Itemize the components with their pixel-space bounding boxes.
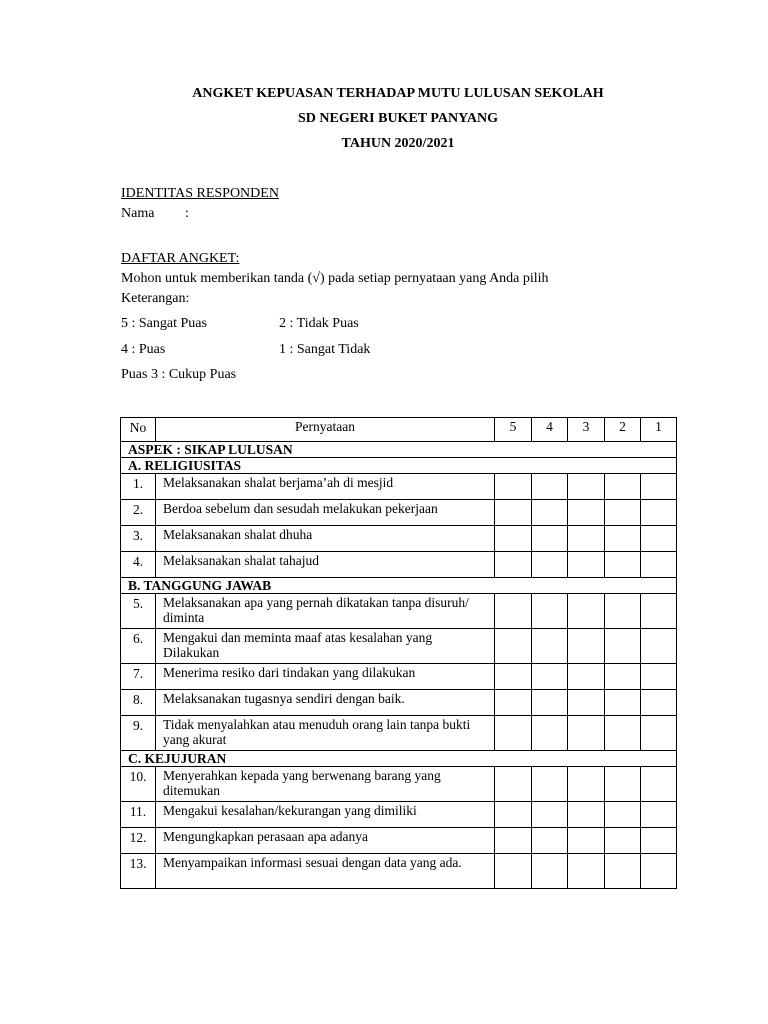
score-cell-4[interactable] — [532, 767, 568, 802]
name-label: Nama — [121, 206, 155, 221]
score-cell-5[interactable] — [495, 526, 532, 552]
score-cell-5[interactable] — [495, 690, 532, 716]
table-row — [121, 594, 677, 629]
questionnaire-heading: DAFTAR ANGKET: — [121, 251, 240, 266]
item-statement: Mengakui kesalahan/kekurangan yang dimiliki — [156, 802, 495, 828]
score-cell-2[interactable] — [605, 664, 641, 690]
item-number: 1. — [121, 474, 156, 500]
score-cell-5[interactable] — [495, 802, 532, 828]
score-cell-2[interactable] — [605, 552, 641, 578]
table-row — [121, 500, 677, 526]
score-cell-1[interactable] — [641, 767, 677, 802]
identity-heading: IDENTITAS RESPONDEN — [121, 186, 279, 201]
score-cell-3[interactable] — [568, 690, 605, 716]
item-statement: Menyerahkan kepada yang berwenang barang yang ditemukan — [156, 767, 495, 802]
item-statement: Berdoa sebelum dan sesudah melakukan pekerjaan — [156, 500, 495, 526]
score-cell-4[interactable] — [532, 526, 568, 552]
aspect-title: ASPEK : SIKAP LULUSAN — [121, 442, 677, 458]
section-row — [121, 458, 677, 474]
scale-1: 1 : Sangat Tidak — [279, 342, 371, 357]
score-cell-1[interactable] — [641, 552, 677, 578]
score-cell-1[interactable] — [641, 828, 677, 854]
item-number: 11. — [121, 802, 156, 828]
score-cell-1[interactable] — [641, 854, 677, 889]
score-cell-3[interactable] — [568, 500, 605, 526]
score-cell-1[interactable] — [641, 500, 677, 526]
score-cell-2[interactable] — [605, 500, 641, 526]
section-row — [121, 578, 677, 594]
title-school: SD NEGERI BUKET PANYANG — [297, 111, 499, 126]
item-number: 10. — [121, 767, 156, 802]
keterangan-label: Keterangan: — [121, 291, 190, 306]
header-score-3: 3 — [568, 418, 605, 442]
header-score-2: 2 — [605, 418, 641, 442]
table-header-row — [121, 418, 677, 442]
item-number: 9. — [121, 716, 156, 751]
score-cell-2[interactable] — [605, 854, 641, 889]
score-cell-5[interactable] — [495, 594, 532, 629]
table-row — [121, 828, 677, 854]
name-colon: : — [185, 206, 189, 221]
table-row — [121, 716, 677, 751]
item-number: 6. — [121, 629, 156, 664]
table-row — [121, 629, 677, 664]
score-cell-1[interactable] — [641, 664, 677, 690]
score-cell-2[interactable] — [605, 594, 641, 629]
header-score-1: 1 — [641, 418, 677, 442]
item-statement: Menerima resiko dari tindakan yang dilakukan — [156, 664, 495, 690]
score-cell-1[interactable] — [641, 690, 677, 716]
score-cell-2[interactable] — [605, 828, 641, 854]
score-cell-5[interactable] — [495, 474, 532, 500]
score-cell-3[interactable] — [568, 828, 605, 854]
item-number: 12. — [121, 828, 156, 854]
table-row — [121, 664, 677, 690]
table-row — [121, 854, 677, 889]
table-row — [121, 474, 677, 500]
score-cell-4[interactable] — [532, 664, 568, 690]
item-number: 13. — [121, 854, 156, 889]
section-title: A. RELIGIUSITAS — [121, 458, 677, 474]
item-statement: Melaksanakan shalat tahajud — [156, 552, 495, 578]
score-cell-4[interactable] — [532, 594, 568, 629]
scale-3: Puas 3 : Cukup Puas — [121, 367, 237, 382]
score-cell-3[interactable] — [568, 716, 605, 751]
score-cell-3[interactable] — [568, 767, 605, 802]
table-row — [121, 690, 677, 716]
instruction-text: Mohon untuk memberikan tanda (√) pada setiap pernyataan yang Anda pilih — [121, 271, 549, 286]
item-number: 5. — [121, 594, 156, 629]
section-row — [121, 751, 677, 767]
score-cell-4[interactable] — [532, 802, 568, 828]
score-cell-5[interactable] — [495, 767, 532, 802]
table-row — [121, 767, 677, 802]
score-cell-3[interactable] — [568, 474, 605, 500]
score-cell-5[interactable] — [495, 629, 532, 664]
score-cell-1[interactable] — [641, 802, 677, 828]
score-cell-1[interactable] — [641, 594, 677, 629]
score-cell-1[interactable] — [641, 716, 677, 751]
aspect-row — [121, 442, 677, 458]
score-cell-2[interactable] — [605, 767, 641, 802]
item-statement: Menyampaikan informasi sesuai dengan data yang ada. — [156, 854, 495, 889]
score-cell-5[interactable] — [495, 552, 532, 578]
score-cell-3[interactable] — [568, 802, 605, 828]
score-cell-2[interactable] — [605, 629, 641, 664]
score-cell-3[interactable] — [568, 526, 605, 552]
score-cell-5[interactable] — [495, 828, 532, 854]
header-no: No — [121, 418, 156, 442]
item-statement: Mengakui dan meminta maaf atas kesalahan yang Dilakukan — [156, 629, 495, 664]
score-cell-1[interactable] — [641, 526, 677, 552]
score-cell-4[interactable] — [532, 854, 568, 889]
score-cell-5[interactable] — [495, 664, 532, 690]
item-statement: Melaksanakan shalat berjama’ah di mesjid — [156, 474, 495, 500]
scale-4: 4 : Puas — [121, 342, 166, 357]
questionnaire-table — [120, 417, 677, 889]
item-number: 4. — [121, 552, 156, 578]
score-cell-1[interactable] — [641, 474, 677, 500]
item-statement: Mengungkapkan perasaan apa adanya — [156, 828, 495, 854]
item-number: 2. — [121, 500, 156, 526]
score-cell-2[interactable] — [605, 690, 641, 716]
table-row — [121, 552, 677, 578]
score-cell-1[interactable] — [641, 629, 677, 664]
item-number: 7. — [121, 664, 156, 690]
score-cell-4[interactable] — [532, 629, 568, 664]
scale-2: 2 : Tidak Puas — [279, 316, 359, 331]
item-statement: Melaksanakan shalat dhuha — [156, 526, 495, 552]
title-main: ANGKET KEPUASAN TERHADAP MUTU LULUSAN SEKOLAH — [192, 86, 604, 101]
section-title: C. KEJUJURAN — [121, 751, 677, 767]
item-statement: Tidak menyalahkan atau menuduh orang lain tanpa bukti yang akurat — [156, 716, 495, 751]
score-cell-5[interactable] — [495, 716, 532, 751]
score-cell-2[interactable] — [605, 474, 641, 500]
header-statement: Pernyataan — [156, 418, 495, 442]
item-statement: Melaksanakan tugasnya sendiri dengan baik. — [156, 690, 495, 716]
header-score-5: 5 — [495, 418, 532, 442]
score-cell-3[interactable] — [568, 594, 605, 629]
header-score-4: 4 — [532, 418, 568, 442]
score-cell-5[interactable] — [495, 854, 532, 889]
score-cell-3[interactable] — [568, 552, 605, 578]
scale-5: 5 : Sangat Puas — [121, 316, 207, 331]
table-row — [121, 526, 677, 552]
score-cell-2[interactable] — [605, 526, 641, 552]
item-number: 8. — [121, 690, 156, 716]
score-cell-4[interactable] — [532, 500, 568, 526]
score-cell-2[interactable] — [605, 802, 641, 828]
title-year: TAHUN 2020/2021 — [341, 136, 455, 151]
score-cell-4[interactable] — [532, 716, 568, 751]
score-cell-3[interactable] — [568, 629, 605, 664]
score-cell-4[interactable] — [532, 552, 568, 578]
score-cell-3[interactable] — [568, 664, 605, 690]
score-cell-4[interactable] — [532, 474, 568, 500]
item-number: 3. — [121, 526, 156, 552]
score-cell-4[interactable] — [532, 828, 568, 854]
score-cell-2[interactable] — [605, 716, 641, 751]
score-cell-4[interactable] — [532, 690, 568, 716]
score-cell-3[interactable] — [568, 854, 605, 889]
table-row — [121, 802, 677, 828]
score-cell-5[interactable] — [495, 500, 532, 526]
item-statement: Melaksanakan apa yang pernah dikatakan tanpa disuruh/ diminta — [156, 594, 495, 629]
section-title: B. TANGGUNG JAWAB — [121, 578, 677, 594]
